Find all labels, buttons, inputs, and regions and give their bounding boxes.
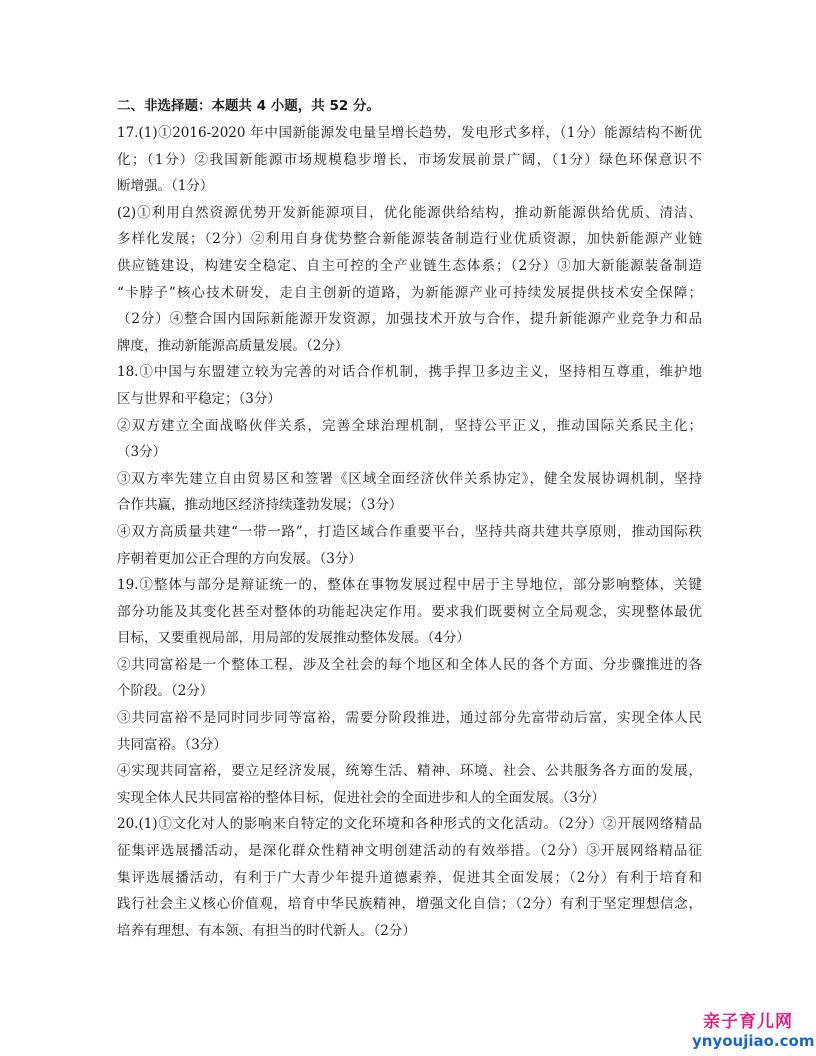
text-line: ③双方率先建立自由贸易区和签署《区域全面经济伙伴关系协定》，健全发展协调机制，坚持 [117, 470, 702, 487]
text-line: 共同富裕。（3分） [117, 736, 227, 753]
text-line: 个阶段。（2分） [117, 683, 214, 700]
text-line: ④实现共同富裕，要立足经济发展，统筹生活、精神、环境、社会、公共服务各方面的发展， [117, 763, 702, 780]
text-line: ②共同富裕是一个整体工程，涉及全社会的每个地区和全体人民的各个方面、分步骤推进的各 [117, 656, 702, 673]
text-line: 征集评选展播活动，是深化群众性精神文明创建活动的有效举措。（2分）③开展网络精品征 [117, 843, 702, 860]
answer-body [117, 120, 702, 944]
text-line: （2分）④整合国内国际新能源开发资源，加强技术开放与合作，提升新能源产业竞争力和品 [117, 311, 702, 328]
section-title: 二、非选择题：本题共 4 小题，共 52 分。 [117, 98, 380, 114]
watermark-url: ynyoujiao.com [692, 1032, 815, 1050]
text-line: 集评选展播活动，有利于广大青少年提升道德素养，促进其全面发展；（2分）有利于培育和 [117, 869, 702, 886]
text-line: ③共同富裕不是同时同步同等富裕，需要分阶段推进，通过部分先富带动后富，实现全体人民 [117, 710, 702, 727]
site-watermark [692, 1012, 815, 1050]
text-line: 17.(1)①2016-2020 年中国新能源发电量呈增长趋势，发电形式多样，（1分）能源结构不断优 [117, 125, 702, 141]
text-line: ②双方建立全面战略伙伴关系，完善全球治理机制，坚持公平正义，推动国际关系民主化； [117, 417, 702, 434]
text-line: （3分） [117, 444, 167, 461]
text-line: 培养有理想、有本领、有担当的时代新人。（2分） [117, 922, 416, 939]
text-line: 序朝着更加公正合理的方向发展。（3分） [117, 550, 362, 567]
text-line: 目标，又要重视局部，用局部的发展推动整体发展。（4分） [117, 630, 470, 647]
text-line: 断增强。（1分） [117, 178, 214, 195]
text-line: 牌度，推动新能源高质量发展。（2分） [117, 337, 349, 354]
text-line: “卡脖子”核心技术研发，走自主创新的道路，为新能源产业可持续发展提供技术安全保障； [117, 284, 702, 301]
text-line: 区与世界和平稳定；（3分） [117, 390, 281, 407]
text-line: ④双方高质量共建“一带一路”，打造区域合作重要平台，坚持共商共建共享原则，推动国际秩 [117, 523, 702, 540]
text-line: 多样化发展；（2分）②利用自身优势整合新能源装备制造行业优质资源，加快新能源产业链 [117, 231, 702, 248]
text-line: 18.①中国与东盟建立较为完善的对话合作机制，携手捍卫多边主义，坚持相互尊重，维护地 [117, 364, 702, 381]
text-line: 化；（1分）②我国新能源市场规模稳步增长，市场发展前景广阔，（1分）绿色环保意识不 [117, 151, 702, 168]
watermark-title: 亲子育儿网 [703, 1012, 793, 1032]
text-line: 实现全体人民共同富裕的整体目标，促进社会的全面进步和人的全面发展。（3分） [117, 789, 605, 806]
text-line: 供应链建设，构建安全稳定、自主可控的全产业链生态体系；（2分）③加大新能源装备制造 [117, 257, 702, 274]
text-line: 部分功能及其变化甚至对整体的功能起决定作用。要求我们既要树立全局观念，实现整体最优 [117, 603, 702, 620]
text-line: (2)①利用自然资源优势开发新能源项目，优化能源供给结构，推动新能源供给优质、清洁、 [117, 204, 702, 221]
answer-page [117, 95, 702, 944]
text-line: 20.(1)①文化对人的影响来自特定的文化环境和各种形式的文化活动。（2分）②开展网络精品 [117, 816, 702, 833]
text-line: 合作共赢，推动地区经济持续蓬勃发展；（3分） [117, 497, 403, 514]
text-line: 践行社会主义核心价值观，培育中华民族精神，增强文化自信；（2分）有利于坚定理想信念， [117, 896, 702, 913]
text-line: 19.①整体与部分是辩证统一的，整体在事物发展过程中居于主导地位，部分影响整体，关键 [117, 577, 702, 594]
